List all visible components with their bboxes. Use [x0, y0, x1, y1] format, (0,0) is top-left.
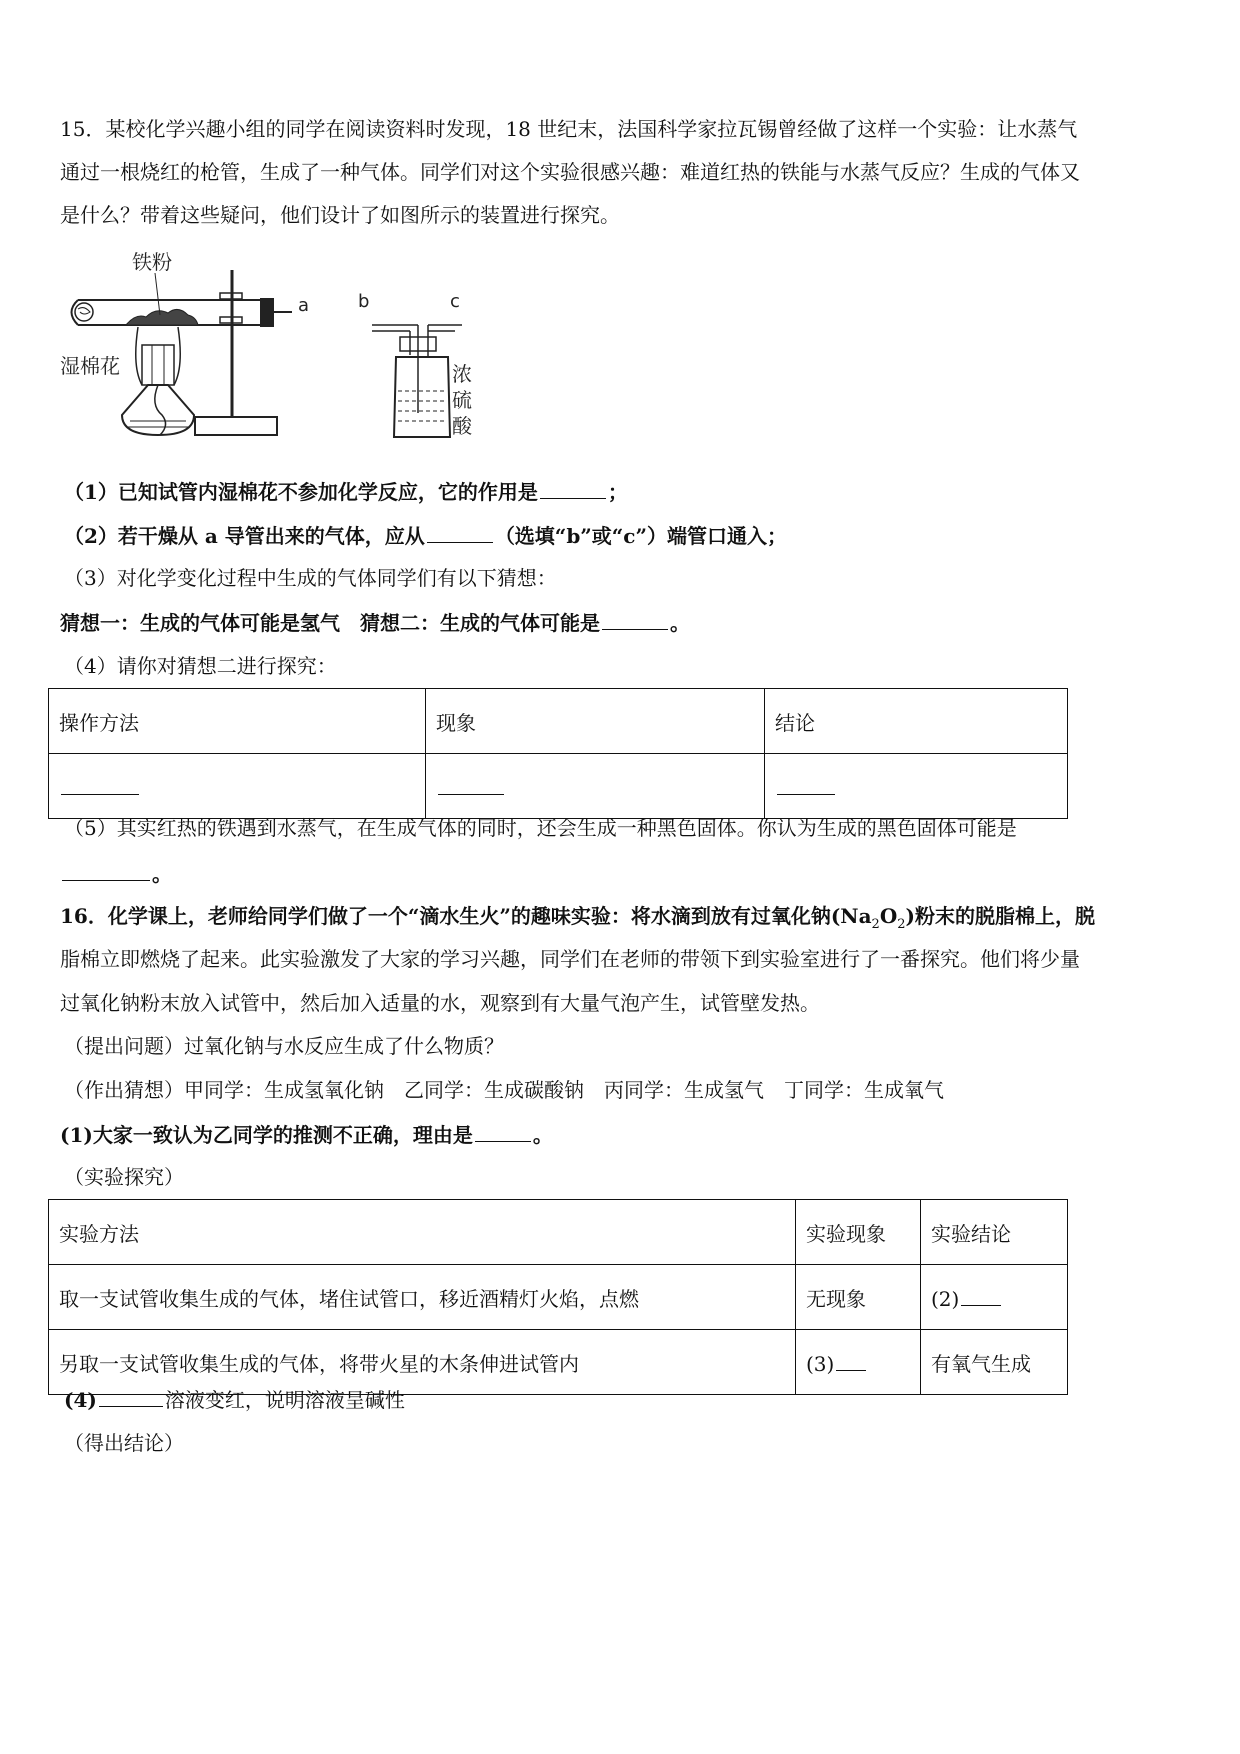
q16-hypothesis: （作出猜想）甲同学：生成氢氧化钠 乙同学：生成碳酸钠 丙同学：生成氢气 丁同学：生成氧气	[64, 1078, 944, 1102]
q15-explore-table	[48, 688, 1068, 819]
q16-intro-line-2: 脂棉立即燃烧了起来。此实验激发了大家的学习兴趣，同学们在老师的带领下到实验室进行了一番探究。他们将少量	[60, 947, 1080, 971]
q16-intro-line-3: 过氧化钠粉末放入试管中，然后加入适量的水，观察到有大量气泡产生，试管壁发热。	[60, 991, 820, 1015]
answer-blank-method[interactable]	[61, 772, 139, 795]
label-acid-1: 浓	[452, 362, 472, 386]
cell-conclusion-row2: 有氧气生成	[921, 1330, 1068, 1395]
q16-question: （提出问题）过氧化钠与水反应生成了什么物质？	[64, 1034, 504, 1058]
apparatus-diagram	[60, 245, 530, 455]
q15-part-5: （5）其实红热的铁遇到水蒸气，在生成气体的同时，还会生成一种黑色固体。你认为生成的黑色固体可能是	[64, 816, 1017, 840]
q15-part-4: （4）请你对猜想二进行探究：	[64, 654, 337, 678]
apparatus-figure	[60, 245, 530, 455]
q16-part-4: (4) 溶液变红，说明溶液呈碱性	[64, 1384, 405, 1415]
header-experiment-conclusion: 实验结论	[921, 1200, 1068, 1265]
answer-blank-conclusion[interactable]	[777, 772, 835, 795]
header-method: 操作方法	[49, 689, 426, 754]
answer-blank-16-2[interactable]	[961, 1283, 1001, 1306]
cell-phenomenon-blank	[426, 754, 765, 819]
label-acid-2: 硫	[452, 388, 472, 412]
q15-guesses: 猜想一：生成的气体可能是氢气 猜想二：生成的气体可能是 。	[60, 607, 690, 638]
cell-conclusion-row1: (2)	[921, 1265, 1068, 1330]
answer-blank-guess[interactable]	[602, 607, 668, 630]
label-wet-cotton: 湿棉花	[60, 354, 120, 378]
header-phenomenon: 现象	[426, 689, 765, 754]
answer-blank-1[interactable]	[540, 476, 606, 499]
cell-method-row2: 另取一支试管收集生成的气体，将带火星的木条伸进试管内	[49, 1330, 796, 1395]
cell-method-row1: 取一支试管收集生成的气体，堵住试管口，移近酒精灯火焰，点燃	[49, 1265, 796, 1330]
label-b: b	[358, 291, 370, 312]
q15-part-1: （1）已知试管内湿棉花不参加化学反应，它的作用是 ；	[64, 476, 628, 507]
q15-intro-line-2: 通过一根烧红的枪管，生成了一种气体。同学们对这个实验很感兴趣：难道红热的铁能与水蒸气反应？生成的气体又	[60, 160, 1080, 184]
answer-blank-2[interactable]	[427, 520, 493, 543]
label-a: a	[298, 295, 310, 316]
q16-result-heading: （得出结论）	[64, 1431, 184, 1455]
answer-blank-phenomenon[interactable]	[438, 772, 504, 795]
q16-intro-line-1: 16．化学课上，老师给同学们做了一个“滴水生火”的趣味实验：将水滴到放有过氧化钠$(Na_2O_2)$粉末的脱脂棉上，脱	[60, 904, 1095, 932]
q16-experiment-table	[48, 1199, 1068, 1395]
q16-part-1: (1)大家一致认为乙同学的推测不正确，理由是 。	[60, 1119, 553, 1150]
answer-blank-16-1[interactable]	[475, 1119, 531, 1142]
q15-intro-line-3: 是什么？带着这些疑问，他们设计了如图所示的装置进行探究。	[60, 203, 620, 227]
header-experiment-phenomenon: 实验现象	[796, 1200, 921, 1265]
table-row	[49, 754, 1068, 819]
q15-intro-line-1: 15．某校化学兴趣小组的同学在阅读资料时发现，18 世纪末，法国科学家拉瓦锡曾经做了这样一个实验：让水蒸气	[60, 117, 1078, 141]
header-experiment-method: 实验方法	[49, 1200, 796, 1265]
label-iron-powder: 铁粉	[132, 250, 172, 274]
table-row	[49, 1265, 1068, 1330]
q15-part-3: （3）对化学变化过程中生成的气体同学们有以下猜想：	[64, 566, 557, 590]
table-header-row	[49, 689, 1068, 754]
table-header-row	[49, 1200, 1068, 1265]
label-acid-3: 酸	[452, 414, 472, 438]
q15-part-2: （2）若干燥从 a 导管出来的气体，应从 （选填“b”或“c”）端管口通入；	[64, 520, 787, 551]
answer-blank-16-4[interactable]	[99, 1384, 163, 1407]
q15-part-5-answer: 。	[60, 858, 172, 889]
cell-conclusion-blank	[765, 754, 1068, 819]
q16-explore-heading: （实验探究）	[64, 1165, 184, 1189]
cell-phenomenon-row2: (3)	[796, 1330, 921, 1395]
header-conclusion: 结论	[765, 689, 1068, 754]
answer-blank-5[interactable]	[62, 858, 150, 881]
cell-method-blank	[49, 754, 426, 819]
cell-phenomenon-row1: 无现象	[796, 1265, 921, 1330]
answer-blank-16-3[interactable]	[836, 1348, 866, 1371]
label-c: c	[450, 291, 460, 312]
gas-washing-bottle-icon	[394, 357, 450, 437]
iron-powder-icon	[126, 309, 198, 325]
